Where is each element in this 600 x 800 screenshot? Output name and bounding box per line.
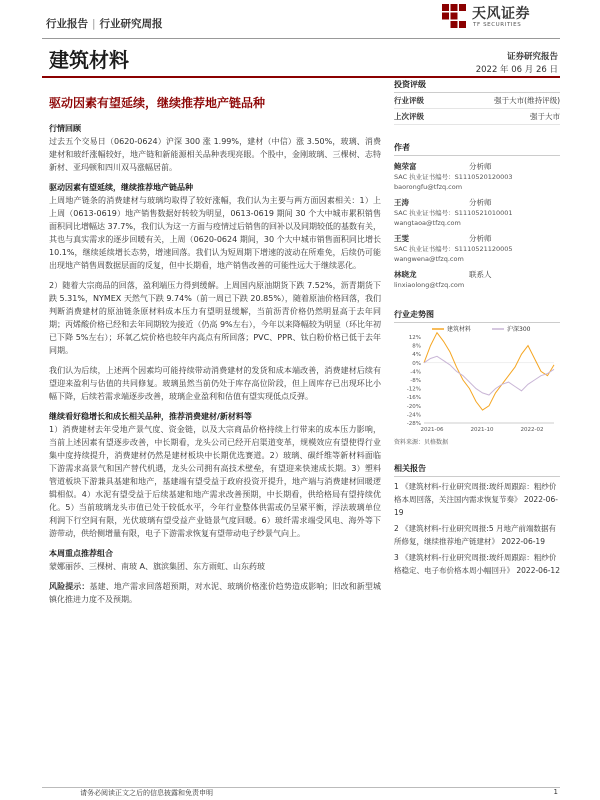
sidebar xyxy=(394,78,560,577)
trend-chart-source: 资料来源：贝格数据 xyxy=(394,439,449,446)
rating-row-previous xyxy=(394,109,560,125)
author-title: 分析师 xyxy=(469,198,492,207)
tf-logo-icon xyxy=(440,2,468,30)
section-portfolio-heading: 本周重点推荐组合 xyxy=(49,549,113,558)
section-market-review-heading: 行情回顾 xyxy=(49,124,81,133)
y-tick-label: 8% xyxy=(412,343,421,350)
report-subtitle: 驱动因素有望延续，继续推荐地产链品种 xyxy=(49,96,266,110)
logo-english-name: TF SECURITIES xyxy=(473,22,522,28)
series-line-0 xyxy=(424,333,554,410)
trend-chart-heading: 行业走势图 xyxy=(394,308,560,323)
risk-warning-label: 风险提示： xyxy=(49,582,90,591)
section-recommendation-heading: 继续看好稳增长和成长相关品种，推荐消费建材/新材料等 xyxy=(49,412,252,421)
related-reports-list xyxy=(394,480,560,577)
y-tick-label: -8% xyxy=(410,378,421,384)
x-tick-label: 2021-10 xyxy=(470,427,494,433)
header-section-weekly: 行业研究周报 xyxy=(99,18,163,30)
author-entry xyxy=(394,161,560,192)
header-separator: | xyxy=(92,18,96,30)
report-date: 2022 年 06 月 26 日 xyxy=(475,65,558,75)
page-title: 建筑材料 xyxy=(49,48,129,72)
authors-heading: 作者 xyxy=(394,141,560,156)
y-tick-label: -24% xyxy=(406,412,421,419)
author-email[interactable]: linxiaolong@tfzq.com xyxy=(394,281,465,289)
rating-row-key: 上次评级 xyxy=(394,112,424,121)
author-cert: SAC 执业证书编号：S1110520120003 xyxy=(394,173,513,181)
section-recommendation-body: 1）消费建材去年受地产景气度、资金链，以及大宗商品价格持续上行带来的成本压力影响，当前上述因素有望逐步改善，中长期看，龙头公司已经开启渠道变革，规模效应有望使得行业集中度持续提升，消费建材仍然是建材板块中长期优选赛道。2）玻璃、碳纤维等新材料面临下游需求高景气和国产替代机遇，龙头公司拥有高技术壁垒，有望迎来快速成长期。3）塑料管道板块下游兼具基建和地产，基建端有望受益于政府投资开提升，地产端与消费建材回暖逻辑相似。4）水泥有望受益于后续基建和地产需求改善预期，中长期看，供给格局有望持续优化。5）当前玻璃龙头市值已处于较低水平，今年行业整体供需或仍呈紧平衡，浮法玻璃单位利润下行空间有限，光伏玻璃有望受益产业链景气度回暖。6）玻纤需求端受风电、海外等下游带动，供给侧增量有限，电子下游需求恢复有望带动电子纱景气向上。 xyxy=(49,425,381,538)
page-number: 1 xyxy=(553,788,558,796)
y-tick-label: -28% xyxy=(406,421,421,427)
header-divider xyxy=(42,38,560,39)
rating-heading: 投资评级 xyxy=(394,78,560,93)
logo-chinese-name: 天风证券 xyxy=(472,6,530,22)
y-tick-label: -4% xyxy=(410,369,421,376)
header-breadcrumb xyxy=(46,16,163,31)
author-entry xyxy=(394,233,560,264)
section-market-review-body: 过去五个交易日（0620-0624）沪深 300 涨 1.99%，建材（中信）涨 3.50%，玻璃、消费建材和玻纤涨幅较好，地产链和新能源相关品种表现亮眼。个股中，金刚玻璃、三棵树、志特新材、亚玛顿和四川双马涨幅居前。 xyxy=(49,137,381,172)
section-drivers-paragraph-2: 2）随着大宗商品的回落，盈利端压力得到缓解。上周国内原油期货下跌 7.52%，沥青期货下跌 5.31%，NYMEX 天然气下跌 9.74%（前一周已下跌 20.85%），随着原油价格回落，我们判断消费建材的原油链条原材料成本压力有望明显缓解，当前沥青价格仍然明显高于去年同期；丙烯酸价格已经和去年同期较为接近（仍高 9%左右），今年以来降幅较为明显（环比年初已下降 5%左右）；环氧乙烷价格也较年内高点有所回落；PVC、PPR、钛白粉价格已低于去年同期。 xyxy=(49,281,381,355)
y-tick-label: 12% xyxy=(408,335,421,341)
related-report-item[interactable]: 1 《建筑材料-行业研究周报:玻纤周跟踪：粗纱价格本周回落，关注国内需求恢复节奏》 2022-06-19 xyxy=(394,482,558,517)
author-email[interactable]: baorongfu@tfzq.com xyxy=(394,183,463,191)
author-entry xyxy=(394,197,560,228)
y-tick-label: -12% xyxy=(406,386,421,393)
author-email[interactable]: wangwena@tfzq.com xyxy=(394,255,464,263)
rating-row-key: 行业评级 xyxy=(394,96,424,105)
x-tick-label: 2021-06 xyxy=(420,427,444,433)
author-name: 鲍荣富 xyxy=(394,162,417,171)
related-report-item[interactable]: 2 《建筑材料-行业研究周报:5 月地产前端数据有所修复，继续推荐地产链建材》 2022-06-19 xyxy=(394,524,557,546)
related-report-item[interactable]: 3 《建筑材料-行业研究周报:玻纤周跟踪：粗纱价格稳定、电子布价格本周小幅回升》 2022-06-12 xyxy=(394,553,560,575)
section-drivers-heading: 驱动因素有望延续，继续推荐地产链品种 xyxy=(49,183,193,192)
author-title: 分析师 xyxy=(469,162,492,171)
legend-label-0: 建筑材料 xyxy=(447,326,472,333)
rating-row-value: 强于大市 xyxy=(530,112,560,121)
author-entry xyxy=(394,269,560,290)
company-logo xyxy=(440,2,562,34)
y-tick-label: -20% xyxy=(406,403,421,410)
section-drivers-paragraph-1: 上周地产链条的消费建材与玻璃均取得了较好涨幅，我们认为主要与两方面因素相关：1）上上周（0613-0619）地产销售数据好转较为明显，0613-0619 期间 30 个大中城市累积销售面积同比增幅达 37.7%，我们认为这一方面与疫情过后销售的回补以及同期较低的基数有关，其也与真实需求的逐步回暖有关，上周（0620-0624 期间，30 个大中城市销售面积同比增长 10.1%，继续延续增长态势，增速回落。我们认为短周期下增速的波动在所难免，后续仍可能出现地产销售周数据层面的反复，但中长期看，地产销售改善的可能性远大于继续恶化。 xyxy=(49,196,381,270)
rating-row-current xyxy=(394,93,560,109)
risk-warning-body: 基建、地产需求回落超预期，对水泥、玻璃价格涨价趋势造成影响；旧改和新型城镇化推进力度不及预期。 xyxy=(49,582,381,604)
author-email[interactable]: wangtaoa@tfzq.com xyxy=(394,219,461,227)
author-cert: SAC 执业证书编号：S1110521120005 xyxy=(394,245,513,253)
footer-disclaimer: 请务必阅读正文之后的信息披露和免责申明 xyxy=(80,789,213,797)
paragraph-gap xyxy=(49,357,381,364)
section-portfolio-body: 蒙娜丽莎、三棵树、南玻 A、旗滨集团、东方雨虹、山东药玻 xyxy=(49,562,266,571)
trend-chart xyxy=(394,323,560,435)
paragraph-gap xyxy=(49,272,381,279)
author-name: 王涛 xyxy=(394,198,409,207)
author-title: 联系人 xyxy=(469,270,492,279)
y-tick-label: 4% xyxy=(412,352,421,359)
y-tick-label: -16% xyxy=(406,395,421,402)
related-reports-heading: 相关报告 xyxy=(394,462,560,477)
series-line-1 xyxy=(424,356,554,395)
section-drivers-paragraph-3: 我们认为后续，上述两个因素均可能持续带动消费建材的发货和成本端改善，消费建材后续有望迎来盈利与估值的共同修复。玻璃虽然当前仍处于库存高位阶段，但上周库存已出现环比小幅下降，后续若需求端逐步改善，玻璃企业盈利和估值有望实现低点反弹。 xyxy=(49,366,381,401)
trend-chart-svg xyxy=(394,323,560,435)
header-section-industry-report: 行业报告 xyxy=(46,18,88,30)
y-tick-label: 0% xyxy=(412,360,421,367)
author-cert: SAC 执业证书编号：S1110521010001 xyxy=(394,209,513,217)
x-tick-label: 2022-02 xyxy=(520,427,544,433)
legend-label-1: 沪深300 xyxy=(507,326,531,333)
author-name: 林晓龙 xyxy=(394,270,417,279)
author-title: 分析师 xyxy=(469,234,492,243)
risk-warning xyxy=(49,580,381,606)
main-content xyxy=(49,122,381,606)
rating-row-value: 强于大市(维持评级) xyxy=(494,96,560,105)
author-name: 王雯 xyxy=(394,234,409,243)
report-type-label: 证券研究报告 xyxy=(506,52,558,62)
